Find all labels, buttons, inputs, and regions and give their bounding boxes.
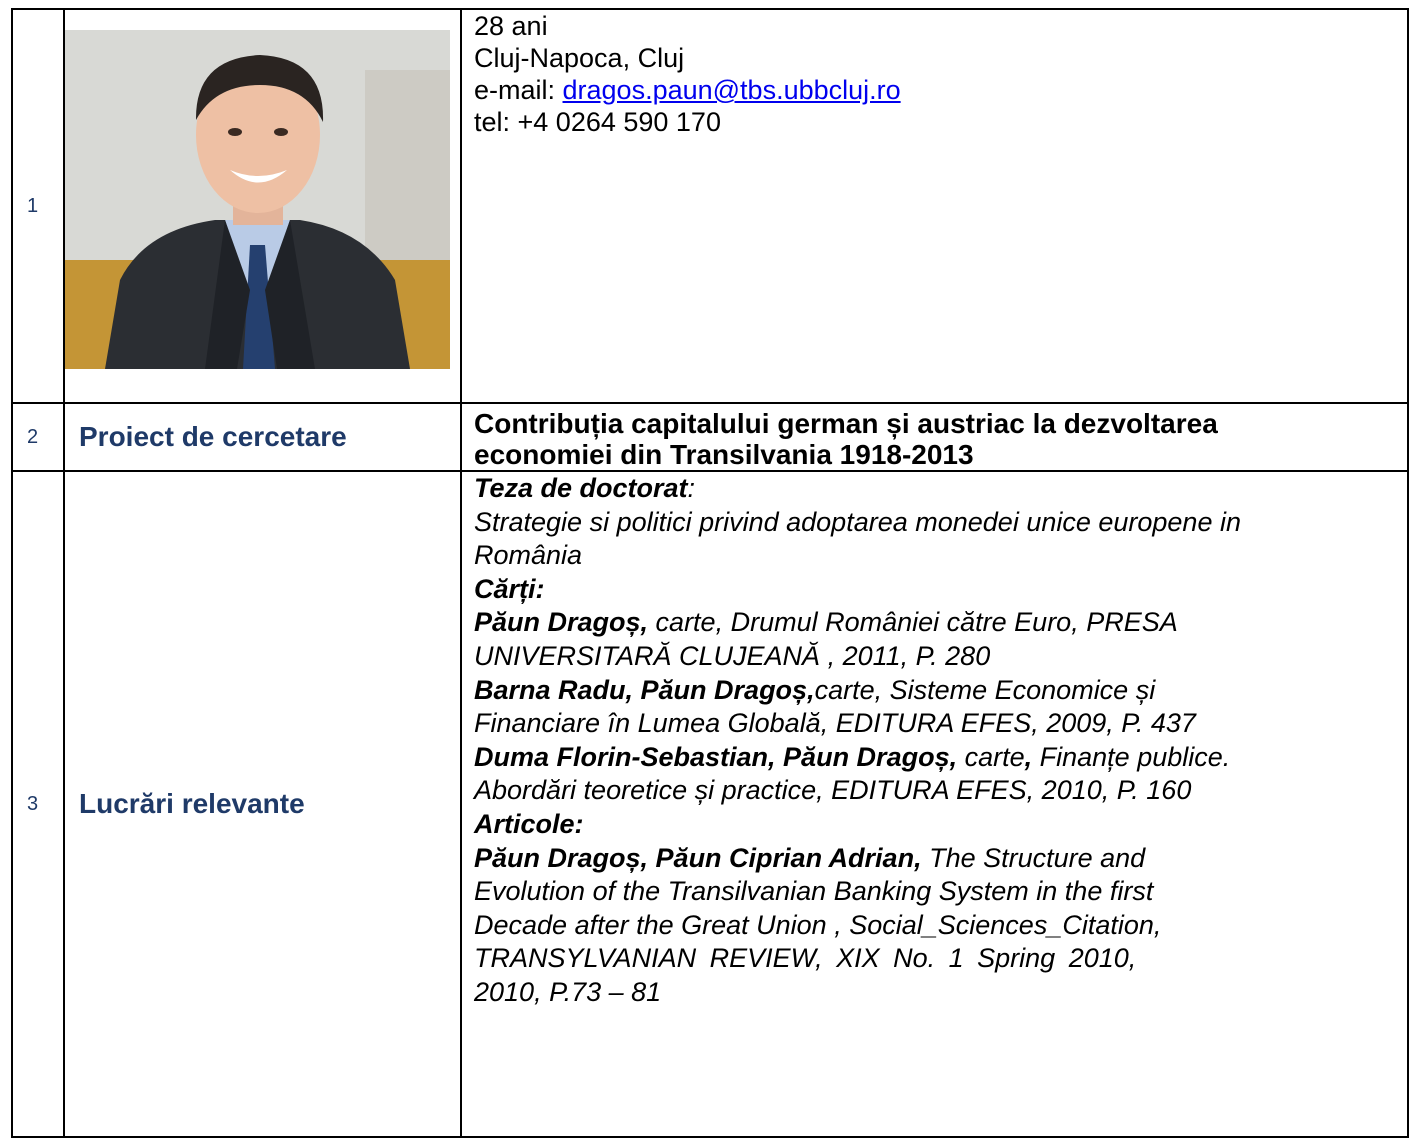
book-entry — [474, 606, 1395, 640]
table-row — [12, 403, 1408, 471]
book-details: carte, Sisteme Economice și — [814, 674, 1156, 705]
row-label: Lucrări relevante — [64, 471, 461, 1137]
book-authors: Barna Radu, Păun Dragoș, — [474, 674, 815, 705]
email-label: e-mail: — [474, 75, 563, 105]
thesis-heading-line — [474, 472, 1395, 506]
email-link[interactable]: dragos.paun@tbs.ubbcluj.ro — [562, 75, 901, 105]
row-number: 2 — [12, 403, 64, 471]
project-line: Contribuția capitalului german și austriac la dezvoltarea — [474, 408, 1218, 439]
row-number: 3 — [12, 471, 64, 1137]
book-details: UNIVERSITARĂ CLUJEANĂ , 2011, P. 280 — [474, 640, 991, 671]
book-authors: Duma Florin-Sebastian, Păun Dragoș, — [474, 741, 958, 772]
articles-heading: Articole: — [474, 808, 584, 839]
row-number: 1 — [12, 9, 64, 403]
project-title — [461, 403, 1408, 471]
thesis-heading: Teza de doctorat — [474, 473, 688, 503]
table-row — [12, 471, 1408, 1137]
book-entry — [474, 741, 1395, 775]
article-details: Decade after the Great Union , Social_Sciences_Citation, — [474, 909, 1162, 940]
book-details: carte, Drumul României către Euro, PRESA — [648, 607, 1178, 638]
book-details: Finanțe publice. — [1032, 741, 1231, 772]
email-line — [474, 74, 1407, 106]
phone: tel: +4 0264 590 170 — [474, 107, 721, 137]
row-label: Proiect de cercetare — [64, 403, 461, 471]
photo-cell — [64, 9, 461, 403]
works-list — [461, 471, 1408, 1137]
person-photo-icon — [65, 30, 450, 369]
table-row — [12, 9, 1408, 403]
article-entry — [474, 842, 1395, 876]
book-details: carte — [957, 741, 1025, 772]
books-heading: Cărți: — [474, 573, 545, 604]
project-line: economiei din Transilvania 1918-2013 — [474, 439, 974, 470]
contact-info — [461, 9, 1408, 403]
thesis-title: Strategie si politici privind adoptarea monedei unice europene in — [474, 506, 1241, 537]
article-details: The Structure and — [921, 842, 1146, 873]
book-details: Abordări teoretice și practice, EDITURA EFES, 2010, P. 160 — [474, 775, 1192, 806]
book-entry — [474, 674, 1395, 708]
thesis-title: România — [474, 540, 583, 571]
article-details: TRANSYLVANIAN REVIEW, XIX No. 1 Spring 2010, — [474, 943, 1137, 974]
location: Cluj-Napoca, Cluj — [474, 43, 685, 73]
book-authors: Păun Dragoș, — [474, 607, 649, 638]
book-details: Financiare în Lumea Globală, EDITURA EFES, 2009, P. 437 — [474, 708, 1196, 739]
article-authors: Păun Dragoș, Păun Ciprian Adrian, — [474, 842, 922, 873]
book-comma: , — [1024, 741, 1033, 772]
article-details: 2010, P.73 – 81 — [474, 976, 662, 1007]
cv-table — [11, 8, 1409, 1138]
profile-photo — [65, 30, 450, 369]
age: 28 ani — [474, 11, 548, 41]
thesis-colon: : — [687, 473, 696, 503]
article-details: Evolution of the Transilvanian Banking System in the first — [474, 876, 1154, 907]
